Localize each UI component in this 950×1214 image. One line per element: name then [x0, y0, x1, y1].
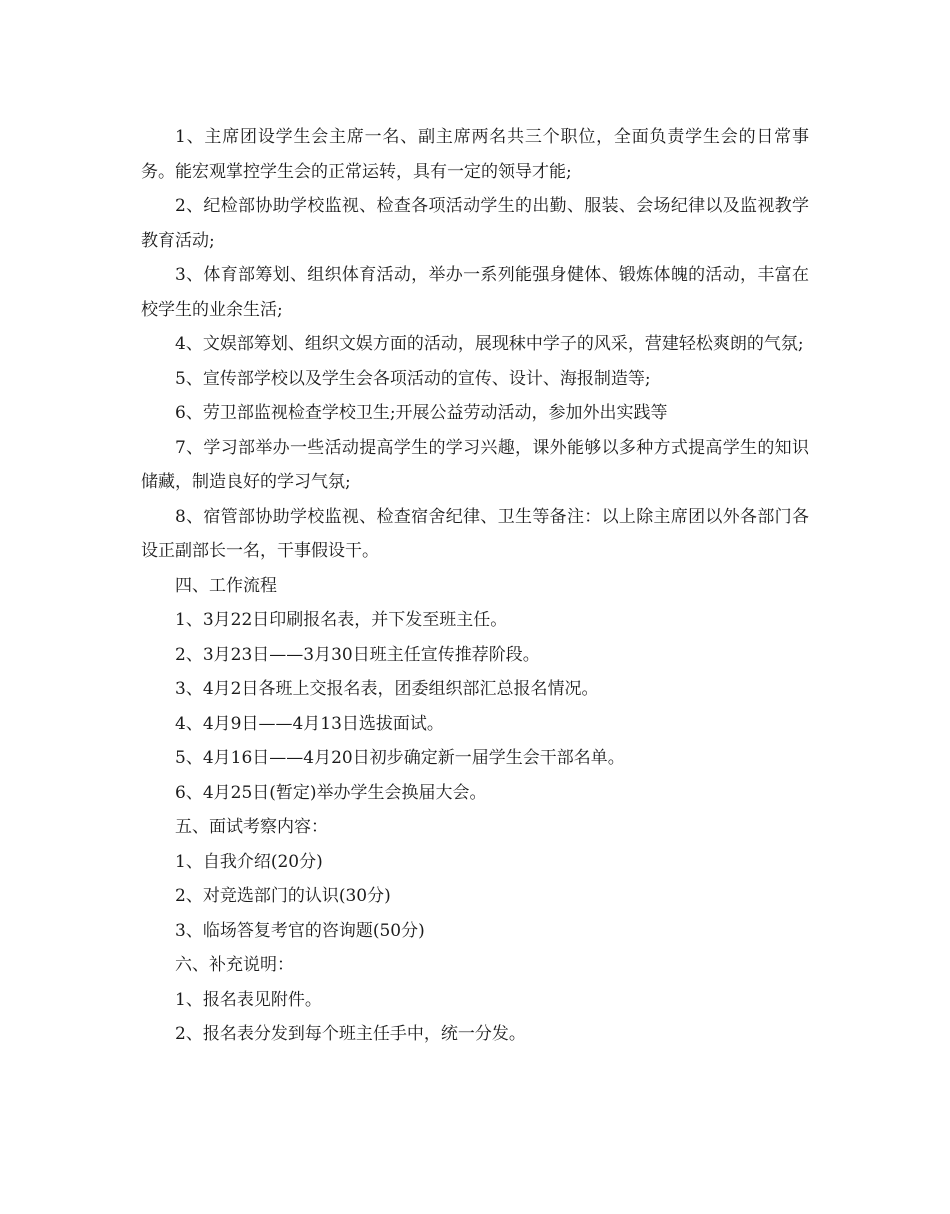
workflow-step-1: 1、3月22日印刷报名表，并下发至班主任。 — [175, 610, 508, 630]
paragraph-duty-publicity: 5、宣传部学校以及学生会各项活动的宣传、设计、海报制造等; — [175, 368, 651, 389]
interview-item-1: 1、自我介绍(20分) — [175, 851, 323, 872]
note-item-1: 1、报名表见附件。 — [175, 989, 322, 1010]
paragraph-duty-discipline: 2、纪检部协助学校监视、检查各项活动学生的出勤、服装、会场纪律以及监视教学教育活动; — [141, 196, 809, 251]
workflow-step-4: 4、4月9日——4月13日选拔面试。 — [175, 713, 444, 734]
paragraph-duty-labor: 6、劳卫部监视检查学校卫生;开展公益劳动活动，参加外出实践等 — [175, 403, 668, 423]
note-item-2: 2、报名表分发到每个班主任手中，统一分发。 — [175, 1024, 526, 1044]
section-heading-workflow: 四、工作流程 — [175, 575, 277, 596]
paragraph-duty-study: 7、学习部举办一些活动提高学生的学习兴趣，课外能够以多种方式提高学生的知识储藏，制造良好的学习气氛; — [141, 437, 809, 492]
paragraph-duty-sports: 3、体育部筹划、组织体育活动，举办一系列能强身健体、锻炼体魄的活动，丰富在校学生的业余生活; — [141, 265, 809, 320]
section-heading-interview: 五、面试考察内容： — [175, 817, 328, 837]
workflow-step-6: 6、4月25日(暂定)举办学生会换届大会。 — [175, 782, 487, 803]
interview-item-3: 3、临场答复考官的咨询题(50分) — [175, 920, 425, 941]
workflow-step-3: 3、4月2日各班上交报名表，团委组织部汇总报名情况。 — [175, 679, 599, 699]
paragraph-duty-entertainment: 4、文娱部筹划、组织文娱方面的活动，展现秣中学子的风采，营建轻松爽朗的气氛; — [175, 334, 804, 354]
document-body — [141, 120, 809, 1052]
paragraph-duty-dormitory: 8、宿管部协助学校监视、检查宿舍纪律、卫生等备注：以上除主席团以外各部门各设正副部长一名，干事假设干。 — [141, 506, 809, 561]
paragraph-duty-chairman: 1、主席团设学生会主席一名、副主席两名共三个职位，全面负责学生会的日常事务。能宏观掌控学生会的正常运转，具有一定的领导才能; — [141, 127, 809, 182]
interview-item-2: 2、对竞选部门的认识(30分) — [175, 886, 391, 906]
workflow-step-2: 2、3月23日——3月30日班主任宣传推荐阶段。 — [175, 644, 540, 665]
section-heading-notes: 六、补充说明： — [175, 955, 294, 975]
workflow-step-5: 5、4月16日——4月20日初步确定新一届学生会干部名单。 — [175, 748, 625, 768]
